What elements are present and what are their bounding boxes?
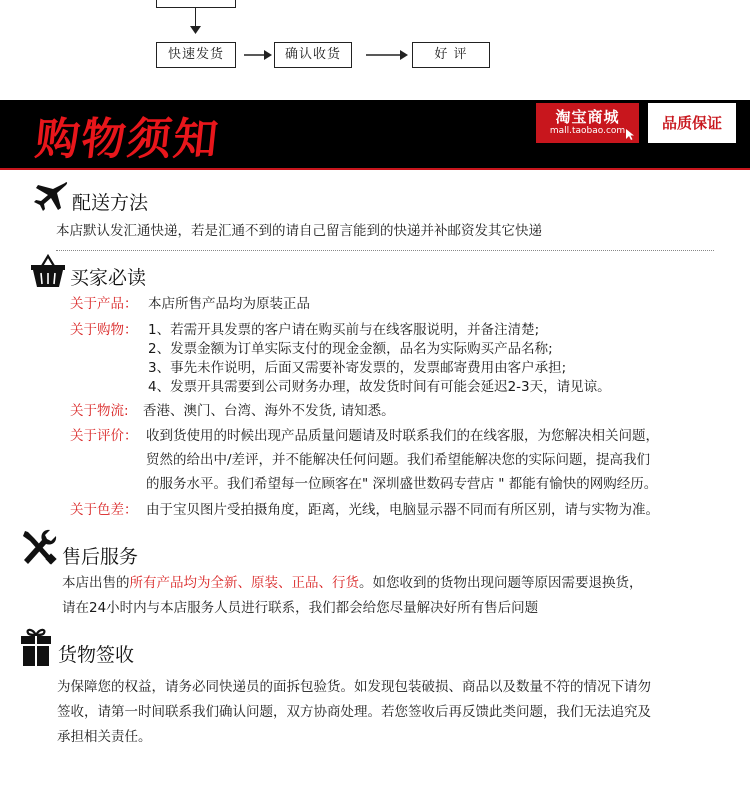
review-line: 收到货使用的时候出现产品质量问题请及时联系我们的在线客服，为您解决相关问题， xyxy=(146,428,659,444)
aftersale-line-2: 请在24小时内与本店服务人员进行联系，我们都会给您尽量解决好所有售后问题 xyxy=(62,600,539,616)
purchase-item: 1、若需开具发票的客户请在购买前与在线客服说明，并备注清楚; xyxy=(148,322,540,338)
flow-box-top xyxy=(156,0,236,8)
divider xyxy=(56,250,714,251)
section-title-aftersale: 售后服务 xyxy=(62,546,139,568)
review-line: 贸然的给出中/差评，并不能解决任何问题。我们希望能解决您的实际问题，提高我们 xyxy=(146,452,651,468)
label-product: 关于产品： xyxy=(70,296,138,312)
aftersale-highlight: 所有产品均为全新、原装、正品、行货 xyxy=(129,575,359,591)
purchase-item: 4、发票开具需要到公司财务办理，故发货时间有可能会延迟2-3天，请见谅。 xyxy=(148,379,611,395)
quality-badge: 品质保证 xyxy=(648,103,736,143)
flow-step-fast-ship: 快速发货 xyxy=(156,42,236,68)
arrow-right-icon xyxy=(366,50,408,60)
banner-title: 购物须知 xyxy=(32,114,223,165)
cursor-icon xyxy=(626,129,635,141)
tmall-logo[interactable] xyxy=(536,103,639,143)
purchase-item: 2、发票金额为订单实际支付的现金金额，品名为实际购买产品名称; xyxy=(148,341,553,357)
review-line: 的服务水平。我们希望每一位顾客在" 深圳盛世数码专营店 " 都能有愉快的网购经历。 xyxy=(146,476,658,492)
arrow-down-icon xyxy=(190,26,201,34)
receipt-line: 承担相关责任。 xyxy=(57,729,152,745)
gift-icon xyxy=(20,626,52,666)
aftersale-text: 本店出售的 xyxy=(62,575,130,591)
label-purchase: 关于购物： xyxy=(70,322,138,338)
flow-step-review: 好 评 xyxy=(412,42,490,68)
receipt-line: 签收，请第一时间联系我们确认问题，双方协商处理。若您签收后再反馈此类问题，我们无法追究及 xyxy=(57,704,651,720)
banner-divider xyxy=(0,168,750,170)
receipt-line: 为保障您的权益，请务必同快递员的面拆包验货。如发现包装破损、商品以及数量不符的情况下请勿 xyxy=(57,679,651,695)
purchase-item: 3、事先未作说明，后面又需要补寄发票的，发票邮寄费用由客户承担; xyxy=(148,360,567,376)
label-logistics: 关于物流: xyxy=(70,403,129,419)
arrow-right-icon xyxy=(244,50,272,60)
label-review: 关于评价： xyxy=(70,428,138,444)
section-title-buyer: 买家必读 xyxy=(70,267,147,289)
section-title-receipt: 货物签收 xyxy=(58,644,135,666)
section-title-delivery: 配送方法 xyxy=(72,192,149,214)
aftersale-line-1 xyxy=(62,571,643,591)
product-text: 本店所售产品均为原装正品 xyxy=(148,296,310,312)
tools-icon xyxy=(20,528,58,566)
tmall-logo-name: 淘宝商城 xyxy=(555,108,620,126)
tmall-logo-url: mall.taobao.com xyxy=(549,126,626,136)
flow-step-confirm: 确认收货 xyxy=(274,42,352,68)
color-text: 由于宝贝图片受拍摄角度，距离，光线，电脑显示器不同而有所区别，请与实物为准。 xyxy=(146,502,659,518)
logistics-text: 香港、澳门、台湾、海外不发货, 请知悉。 xyxy=(143,403,395,419)
delivery-text: 本店默认发汇通快递，若是汇通不到的请自己留言能到的快递并补邮资发其它快递 xyxy=(56,223,542,239)
airplane-icon xyxy=(32,180,68,212)
shopping-basket-icon xyxy=(30,254,66,288)
aftersale-text: 。如您收到的货物出现问题等原因需要退换货， xyxy=(359,575,643,591)
label-color: 关于色差： xyxy=(70,502,138,518)
